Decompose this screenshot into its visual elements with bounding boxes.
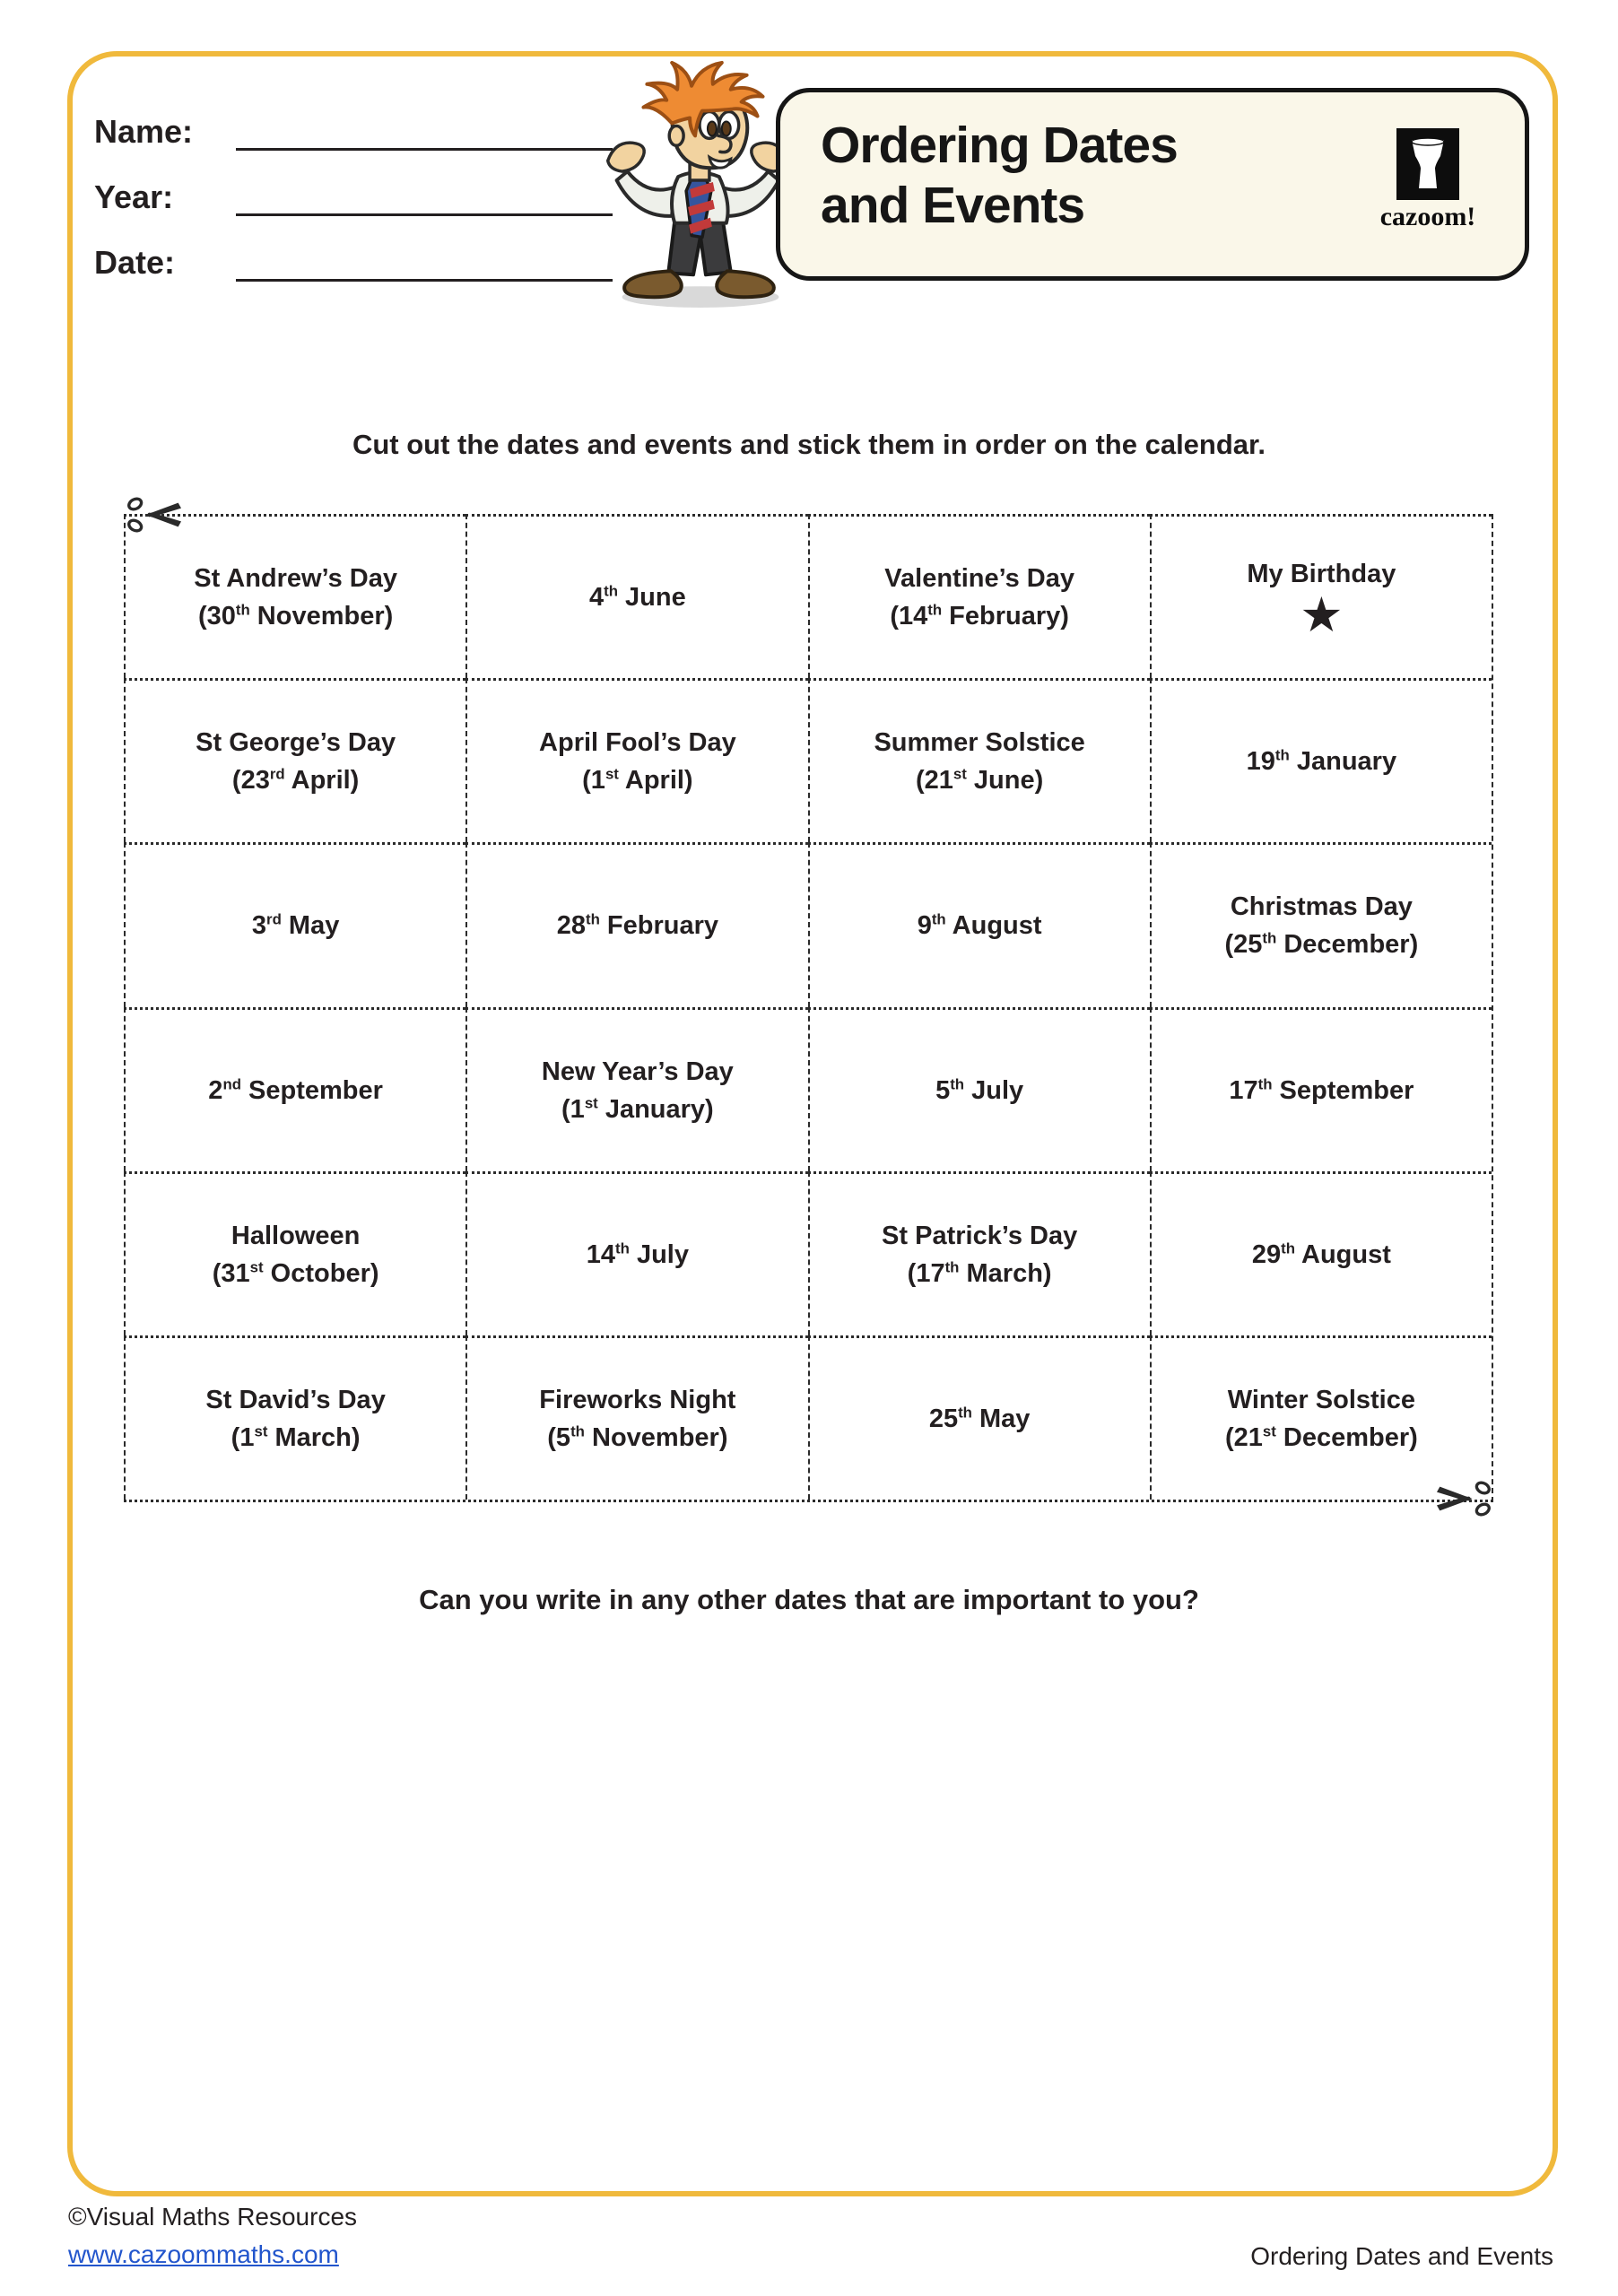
grid-cell: 29th August <box>1150 1171 1492 1335</box>
grid-cell: St Patrick’s Day (17th March) <box>808 1171 1150 1335</box>
grid-cell: 28th February <box>465 842 807 1006</box>
grid-cell: My Birthday ★ <box>1150 514 1492 678</box>
copyright-text: ©Visual Maths Resources <box>68 2203 358 2231</box>
drum-icon <box>1396 128 1459 200</box>
title-box <box>776 88 1529 281</box>
date-label: Date: <box>94 244 176 281</box>
grid-cell: Summer Solstice (21st June) <box>808 678 1150 842</box>
logo-text: cazoom! <box>1379 202 1476 231</box>
date-field-row <box>94 237 613 282</box>
footer-doc-title: Ordering Dates and Events <box>1250 2242 1553 2270</box>
year-line <box>236 176 613 216</box>
grid-cell: St David’s Day (1st March) <box>124 1335 465 1500</box>
grid-cell: Winter Solstice (21st December) <box>1150 1335 1492 1500</box>
name-line <box>236 110 613 151</box>
cutout-grid <box>124 514 1493 1502</box>
star-icon: ★ <box>1301 591 1341 639</box>
grid-cell: April Fool’s Day (1st April) <box>465 678 807 842</box>
name-label: Name: <box>94 113 194 150</box>
grid-cell: St George’s Day (23rd April) <box>124 678 465 842</box>
grid-cell: 4th June <box>465 514 807 678</box>
name-field-row <box>94 106 613 151</box>
website-link[interactable]: www.cazoommaths.com <box>68 2240 339 2268</box>
grid-cell: St Andrew’s Day (30th November) <box>124 514 465 678</box>
worksheet-title: Ordering Dates and Events <box>821 117 1178 234</box>
cazoom-logo <box>1374 128 1482 232</box>
grid-cell: Christmas Day (25th December) <box>1150 842 1492 1006</box>
grid-cell: 3rd May <box>124 842 465 1006</box>
question-text: Can you write in any other dates that are important to you? <box>419 1584 1199 1615</box>
grid-cell: 25th May <box>808 1335 1150 1500</box>
grid-cell: 2nd September <box>124 1007 465 1171</box>
instruction-text: Cut out the dates and events and stick them in order on the calendar. <box>352 429 1266 460</box>
year-label: Year: <box>94 178 174 215</box>
grid-cell: 9th August <box>808 842 1150 1006</box>
grid-cell: Valentine’s Day (14th February) <box>808 514 1150 678</box>
grid-cell: Fireworks Night (5th November) <box>465 1335 807 1500</box>
grid-cell: 5th July <box>808 1007 1150 1171</box>
grid-cell: Halloween (31st October) <box>124 1171 465 1335</box>
year-field-row <box>94 171 613 216</box>
date-line <box>236 241 613 282</box>
grid-cell: 17th September <box>1150 1007 1492 1171</box>
grid-cell: 19th January <box>1150 678 1492 842</box>
grid-cell: 14th July <box>465 1171 807 1335</box>
grid-cell: New Year’s Day (1st January) <box>465 1007 807 1171</box>
